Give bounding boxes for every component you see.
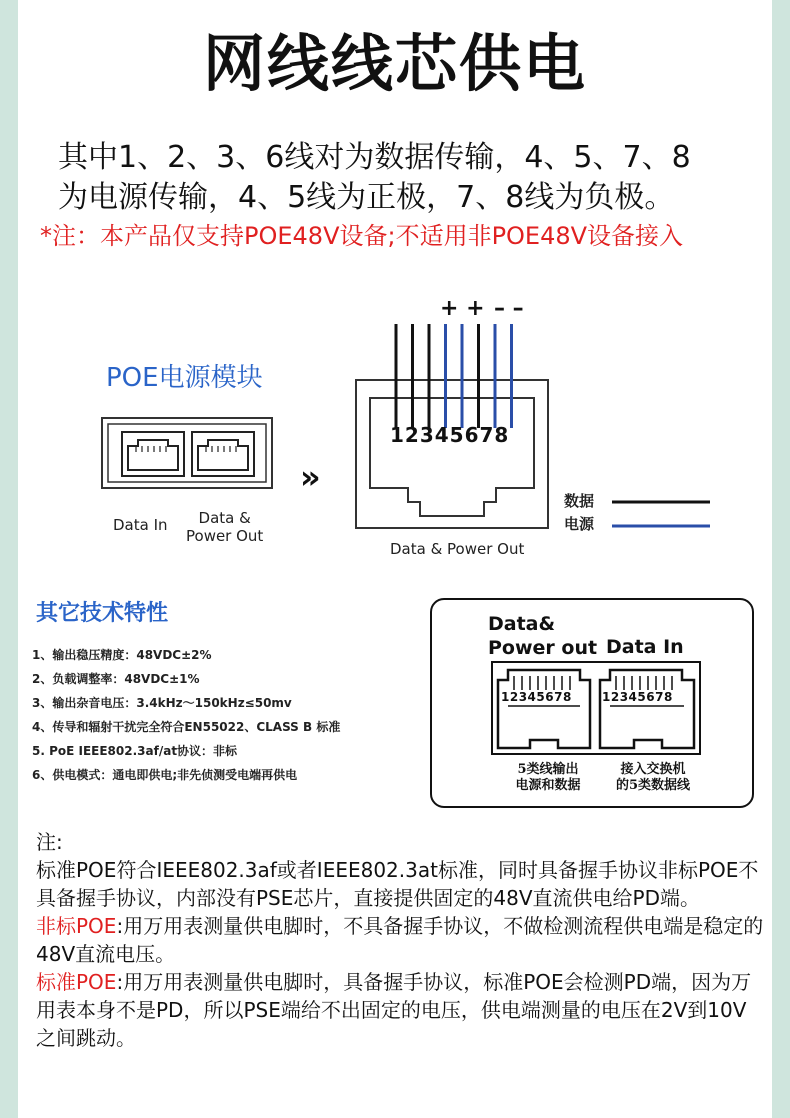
notes-section [36, 828, 764, 1052]
poe-module-ports [102, 418, 272, 488]
data-power-out-label-line2: Power Out [186, 527, 264, 545]
notes-paragraph-standard: 标准POE符合IEEE802.3af或者IEEE802.3at标准，同时具备握手协议非标POE不具备握手协议，内部没有PSE芯片，直接提供固定的48V直流供电给PD端。 [36, 858, 759, 910]
page-title: 网线线芯供电 [202, 27, 587, 100]
spec-item: 3、输出杂音电压：3.4kHz～150kHz≤50mv [32, 696, 292, 710]
warning-note: *注：本产品仅支持POE48V设备;不适用非POE48V设备接入 [40, 222, 684, 250]
box-rj45-port-in [600, 670, 694, 748]
intro-line-1: 其中1、2、3、6线对为数据传输，4、5、7、8 [58, 140, 691, 175]
standard-poe-text: :用万用表测量供电脚时，具备握手协议，标准POE会检测PD端，因为万用表本身不是PD，所以PSE端给不出固定的电压，供电端测量的电压在2V到10V之间跳动。 [36, 970, 752, 1050]
spec-item: 1、输出稳压精度：48VDC±2% [32, 648, 212, 662]
connector-wires [396, 324, 512, 428]
box-data-power-out-label [488, 612, 597, 660]
box-rj45-port-out [498, 670, 590, 748]
standard-poe-label: 标准POE [36, 970, 117, 994]
spec-item: 5. PoE IEEE802.3af/at协议：非标 [32, 744, 238, 758]
product-info-page [18, 0, 772, 1118]
notes-paragraph-nonstandard [36, 912, 764, 968]
intro-line-2: 为电源传输，4、5线为正极，7、8线为负极。 [58, 180, 675, 215]
rj45-port-data-power-out [192, 432, 254, 476]
nonstandard-poe-text: :用万用表测量供电脚时，不具备握手协议，不做检测流程供电端是稳定的48V直流电压。 [36, 914, 764, 966]
box-caption-out-line1: 5类线输出 [517, 762, 579, 777]
box-pin-numbers-in: 12345678 [602, 690, 673, 704]
rj45-connector-large [356, 380, 548, 528]
double-chevron-right-icon: » [300, 458, 321, 496]
notes-heading: 注: [36, 830, 63, 854]
module-title: POE电源模块 [106, 363, 263, 393]
spec-item: 2、负载调整率：48VDC±1% [32, 672, 200, 686]
box-caption-out [498, 762, 598, 794]
spec-item: 4、传导和辐射干扰完全符合EN55022、CLASS B 标准 [32, 720, 341, 734]
box-caption-in-line2: 的5类数据线 [615, 778, 691, 793]
box-rj45-ports [488, 660, 708, 760]
data-power-out-label [186, 509, 263, 545]
data-power-out-label-line1: Data & [198, 509, 251, 527]
connector-label: Data & Power Out [390, 540, 525, 558]
negative-pins-marker: – – [494, 296, 524, 321]
tech-specs-title: 其它技术特性 [36, 601, 169, 626]
pin-numbers: 12345678 [390, 423, 510, 447]
legend-data-label: 数据 [564, 492, 595, 510]
notes-paragraph-standard-measure [36, 968, 764, 1052]
box-caption-in-line1: 接入交换机 [620, 762, 686, 777]
nonstandard-poe-label: 非标POE [36, 914, 117, 938]
box-pin-numbers-out: 12345678 [501, 690, 572, 704]
box-caption-out-line2: 电源和数据 [515, 778, 581, 793]
rj45-port-data-in [122, 432, 184, 476]
box-data-in-label: Data In [606, 636, 684, 658]
legend-power-label: 电源 [564, 515, 595, 533]
box-caption-in [598, 762, 708, 794]
positive-pins-marker: + + [440, 296, 485, 321]
data-in-label: Data In [113, 516, 168, 534]
box-data-power-out-line1: Data& [488, 613, 556, 635]
spec-item: 6、供电模式：通电即供电;非先侦测受电端再供电 [32, 768, 298, 782]
box-data-power-out-line2: Power out [488, 637, 598, 659]
